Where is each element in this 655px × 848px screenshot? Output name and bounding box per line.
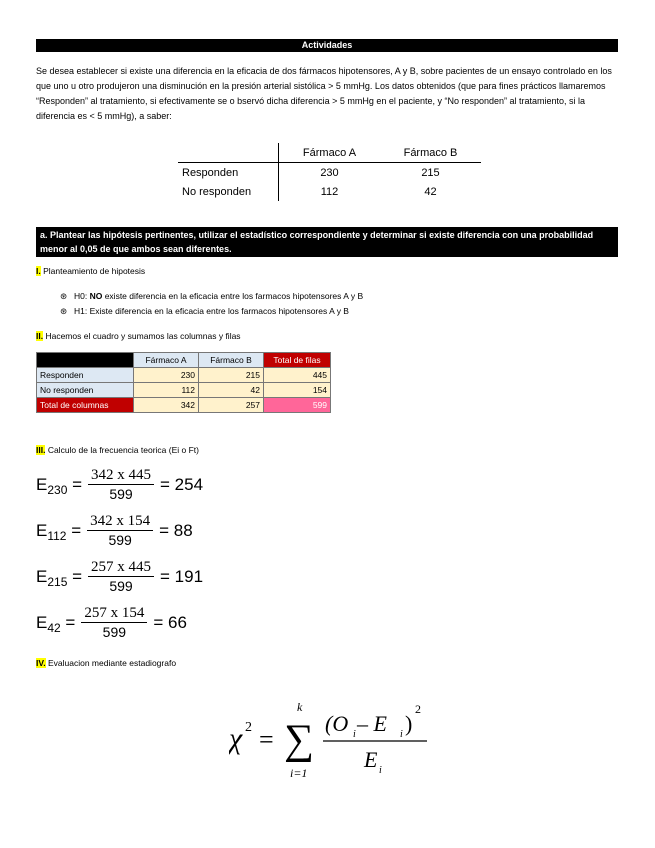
fraction-denominator: 599: [108, 532, 132, 548]
totals-table: [36, 352, 331, 413]
equals-sign: =: [259, 725, 274, 754]
fraction-numerator: 342 x 154: [87, 513, 153, 531]
fraction-denominator: 599: [102, 624, 127, 640]
fraction: [88, 467, 154, 503]
question-a: a. Plantear las hipótesis pertinentes, utilizar el estadístico correspondiente y determinar si existe diferencia con una probabilidad menor al 0,05 de que ambos sean diferentes.: [36, 227, 618, 257]
step-4-heading: [36, 658, 176, 668]
sum-lower-limit: i=1: [290, 766, 308, 780]
eq-label: E: [36, 567, 48, 586]
fraction: [87, 513, 153, 549]
row-label: No responden: [178, 182, 279, 201]
bullet-icon: ⊛: [60, 306, 68, 316]
table-corner: [178, 143, 279, 163]
eq-result: = 254: [160, 475, 204, 494]
eq-result: = 66: [153, 613, 187, 632]
step-number: II.: [36, 331, 44, 341]
eq-label: E: [36, 521, 48, 540]
eq-label: E: [36, 613, 48, 632]
equation-e230: E 230 = $\frac{342 x 445}{599}$ = 254: [36, 467, 204, 502]
bullet-icon: ⊛: [60, 291, 68, 301]
cell-value: 154: [264, 383, 331, 398]
cell-value: 215: [199, 368, 264, 383]
eq-subscript: 215: [47, 575, 68, 589]
step-text: Calculo de la frecuencia teorica (Ei o Ft): [45, 445, 199, 455]
chi-symbol: χ: [229, 722, 243, 755]
cell-value: 42: [424, 185, 437, 198]
eq-subscript: 42: [47, 621, 61, 635]
cell-value: 257: [199, 398, 264, 413]
equation-e42: E 42 = $\frac{257 x 154}{599}$ = 66: [36, 605, 187, 640]
cell-value: 215: [421, 166, 440, 179]
table-row-total: [37, 398, 331, 413]
chi-power: 2: [245, 720, 252, 735]
hypothesis-h0: [60, 291, 363, 302]
fraction-denominator: 599: [109, 578, 133, 594]
cell-value: 112: [320, 185, 339, 198]
fraction-denominator: 599: [109, 486, 133, 502]
hypothesis-h1: [60, 306, 349, 317]
fraction: [88, 559, 154, 595]
hyp-text: H1: Existe diferencia en la eficacia entre los farmacos hipotensores A y B: [74, 306, 349, 316]
denominator-e: E: [364, 747, 378, 772]
row-label-total: Total de columnas: [37, 398, 134, 413]
table-row: [37, 383, 331, 398]
col-header-farmaco-a: Fármaco A: [279, 143, 381, 163]
data-table: [178, 143, 481, 201]
table-row: [178, 182, 481, 201]
row-label: Responden: [178, 163, 279, 183]
eq-subscript: 230: [47, 483, 68, 497]
sum-icon: ∑: [284, 717, 314, 763]
cell-value: 445: [264, 368, 331, 383]
fraction: [81, 605, 147, 641]
denominator-sub: i: [379, 765, 382, 776]
hyp-text: existe diferencia en la eficacia entre los farmacos hipotensores A y B: [102, 291, 364, 301]
equation-e215: E 215 = $\frac{257 x 445}{599}$ = 191: [36, 559, 204, 594]
step-number: I.: [36, 266, 41, 276]
table-row: [37, 368, 331, 383]
step-text: Planteamiento de hipotesis: [40, 266, 146, 276]
hyp-prefix: H0:: [74, 291, 90, 301]
cell-value: 230: [134, 368, 199, 383]
eq-label: E: [36, 475, 48, 494]
fraction-numerator: 257 x 154: [81, 605, 147, 623]
numerator-e: – E: [357, 711, 387, 736]
cell-value: 230: [320, 166, 339, 179]
sum-upper-limit: k: [297, 700, 303, 714]
step-1-heading: [36, 266, 145, 276]
fraction-numerator: 257 x 445: [88, 559, 154, 577]
numerator-o: (O: [325, 711, 349, 736]
table-corner: [37, 353, 134, 368]
grand-total-cell: 599: [264, 398, 331, 413]
intro-paragraph: Se desea establecer si existe una diferencia en la eficacia de dos fármacos hipotensores, A y B, sobre pacientes de un ensayo controlado en los que uno u otro produjeron una disminución en la presión arterial sistólica > 5 mmHg. Los datos obtenidos (que para fines prácticos llamaremos “Responden” al tratamiento, si efectivamente se o bservó dicha diferencia > 5 mmHg en el paciente, y “No responden” al tratamiento, si la diferencia es < 5 mmHg), a saber:: [36, 66, 612, 121]
chi-square-formula: [229, 693, 439, 783]
numerator-close: ): [405, 711, 413, 736]
cell-value: 342: [134, 398, 199, 413]
eq-result: = 191: [160, 567, 204, 586]
numerator-e-sub: i: [400, 729, 403, 740]
numerator-o-sub: i: [353, 729, 356, 740]
cell-value: 112: [134, 383, 199, 398]
table-row: [178, 163, 481, 183]
cell-value: 42: [199, 383, 264, 398]
equation-e112: E 112 = $\frac{342 x 154}{599}$ = 88: [36, 513, 193, 548]
col-header-farmaco-a: Fármaco A: [134, 353, 199, 368]
step-3-heading: [36, 445, 199, 455]
hyp-emphasis: NO: [89, 291, 103, 301]
numerator-power: 2: [415, 702, 421, 716]
step-number: IV.: [36, 658, 46, 668]
row-label: No responden: [37, 383, 134, 398]
row-label: Responden: [37, 368, 134, 383]
col-header-farmaco-b: Fármaco B: [199, 353, 264, 368]
col-header-total-filas: Total de filas: [264, 353, 331, 368]
step-number: III.: [36, 445, 46, 455]
step-2-heading: [36, 331, 241, 341]
eq-subscript: 112: [47, 529, 67, 543]
eq-result: = 88: [159, 521, 193, 540]
step-text: Evaluacion mediante estadiografo: [45, 658, 177, 668]
activities-title: Actividades: [36, 39, 618, 52]
col-header-farmaco-b: Fármaco B: [380, 143, 481, 163]
step-text: Hacemos el cuadro y sumamos las columnas y filas: [43, 331, 241, 341]
fraction-numerator: 342 x 445: [88, 467, 154, 485]
